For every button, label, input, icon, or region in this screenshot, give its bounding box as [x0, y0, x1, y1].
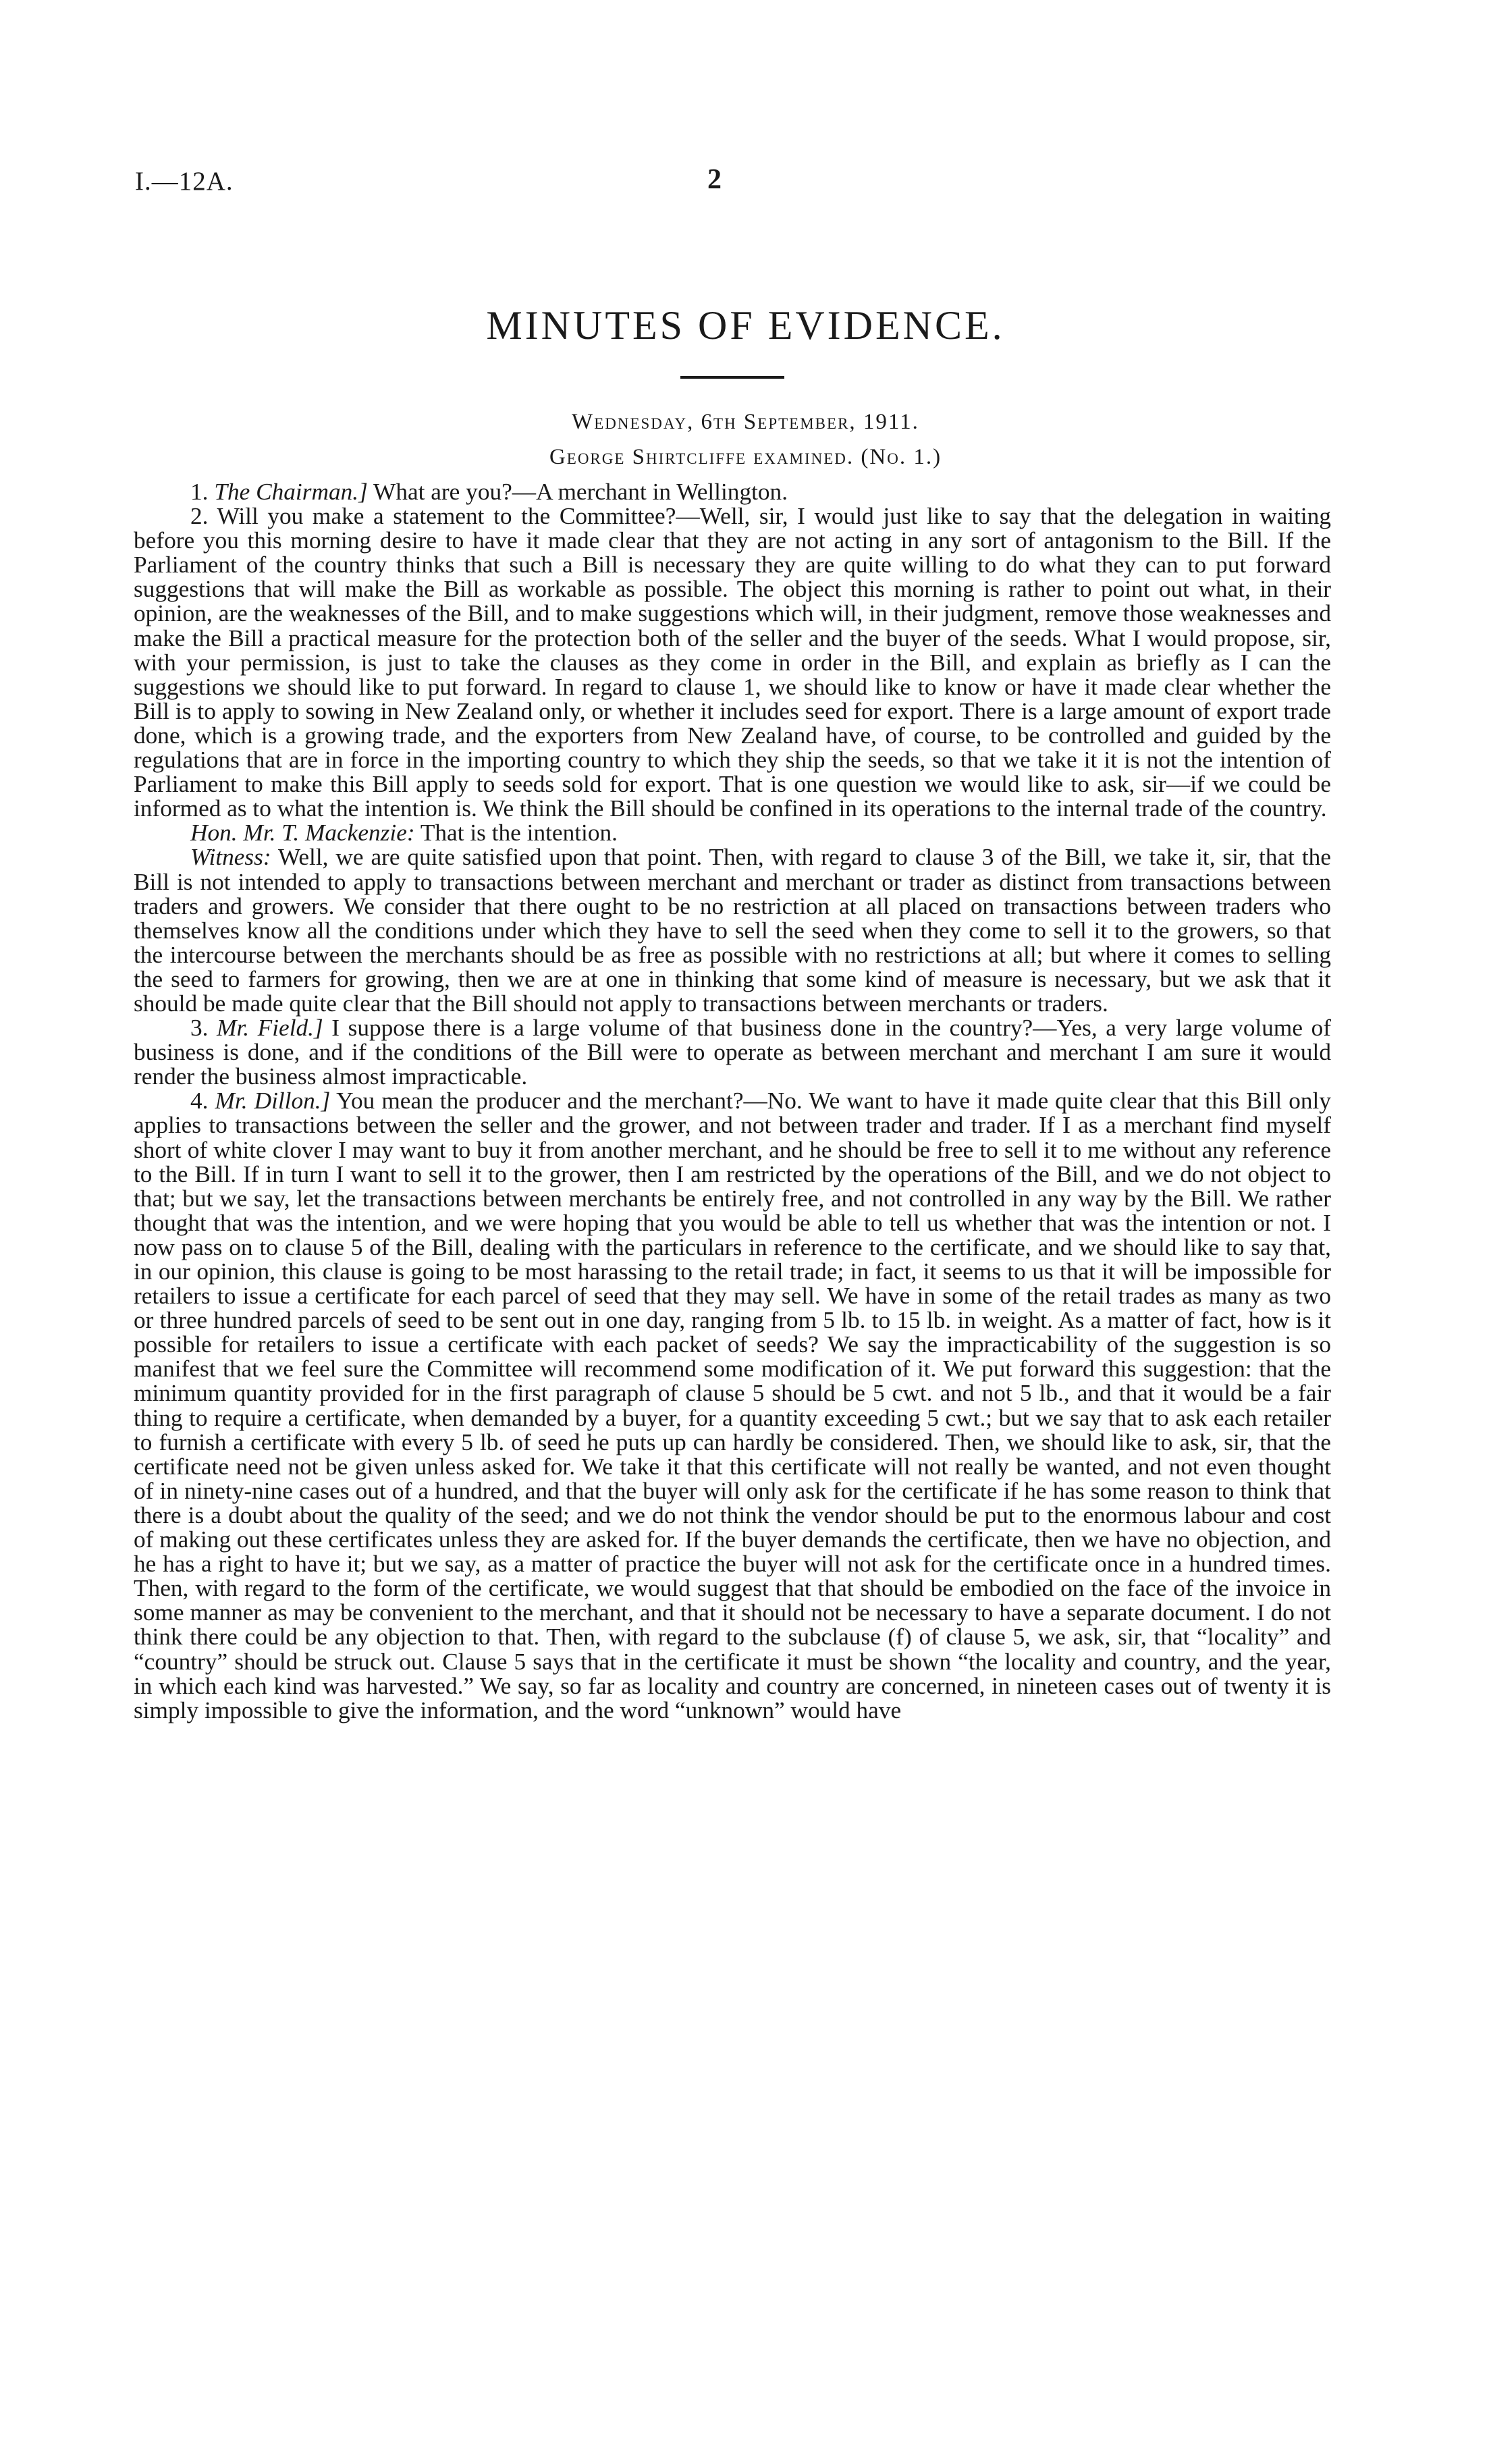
evidence-paragraph [134, 1089, 1331, 1722]
evidence-paragraph [134, 480, 1331, 504]
speaker-label: The Chairman.] [214, 479, 368, 505]
title-divider [680, 376, 784, 379]
witness-line: George Shirtcliffe examined. (No. 1.) [549, 445, 942, 469]
paragraph-text: Well, we are quite satisfied upon that point. Then, with regard to clause 3 of the Bill, we take it, sir, that the Bill is not intended to apply to transactions between merchant and merchant or trader as distinct from transactions between traders and growers. We consider that there ought to be no restriction at all placed on transactions between traders who themselves know all the conditions under which they have to sell the seed when they come to sell it to the growers, so that the intercourse between the merchants should be as free as possible with no restrictions at all; but where it comes to selling the seed to farmers for growing, then we are at one in thinking that some kind of measure is necessary, but we ask that it should be made quite clear that the Bill should not apply to transactions between merchants or traders. [134, 844, 1331, 1017]
speaker-label: Mr. Dillon.] [215, 1088, 331, 1115]
page-number: 2 [707, 164, 722, 195]
paragraph-text: Will you make a statement to the Committee?—Well, sir, I would just like to say that the delegation in waiting before you this morning desire to have it made clear that they are not acting in any sort of antagonism to the Bill. If the Parliament of the country thinks that such a Bill is necessary they are quite willing to do what they can to put forward suggestions that will make the Bill as workable as possible. The object this morning is rather to point out what, in their opinion, are the weaknesses of the Bill, and to make suggestions which will, in their judgment, remove those weaknesses and make the Bill a practical measure for the protection both of the seller and the buyer of the seeds. What I would propose, sir, with your permission, is just to take the clauses as they come in order in the Bill, and explain as briefly as I can the suggestions we should like to put forward. In regard to clause 1, we should like to know or have it made clear whether the Bill is to apply to sowing in New Zealand only, or whether it includes seed for export. There is a large amount of export trade done, which is a growing trade, and the exporters from New Zealand have, of course, to be controlled and guided by the regulations that are in force in the importing country to which they ship the seeds, so that we take it it is not the intention of Parliament to make this Bill apply to seeds sold for export. That is one question we would like to ask, sir—if we could be informed as to what the intention is. We think the Bill should be confined in its operations to the internal trade of the country. [134, 503, 1331, 822]
paragraph-number: 1. [190, 479, 209, 505]
paragraph-text: You mean the producer and the merchant?—No. We want to have it made quite clear that this Bill only applies to transactions between the seller and the grower, and not between trader and trader. If I as a merchant find myself short of white clover I may want to buy it from another merchant, and he should be free to sell it to me without any reference to the Bill. If in turn I want to sell it to the grower, then I am restricted by the operations of the Bill, and we do not object to that; but we say, let the transactions between merchants be entirely free, and not controlled in any way by the Bill. We rather thought that was the intention, and we were hoping that you would be able to tell us whether that was the intention or not. I now pass on to clause 5 of the Bill, dealing with the particulars in reference to the certificate, and we should like to say that, in our opinion, this clause is going to be most harassing to the retail trade; in fact, it seems to us that it will be impossible for retailers to issue a certificate for each parcel of seed that they may sell. We have in some of the retail trades as many as two or three hundred parcels of seed to be sent out in one day, ranging from 5 lb. to 15 lb. in weight. As a matter of fact, how is it possible for retailers to issue a certificate with each packet of seeds? We say the impracticability of the suggestion is so manifest that we feel sure the Committee will recommend some modification of it. We put forward this suggestion: that the minimum quantity provided for in the first paragraph of clause 5 should be 5 cwt. and not 5 lb., and that it would be a fair thing to require a certificate, when demanded by a buyer, for a quantity exceeding 5 cwt.; but we say that to ask each retailer to furnish a certificate with every 5 lb. of seed he puts up can hardly be considered. Then, we should like to ask, sir, that the certificate need not be given unless asked for. We take it that this certificate will not really be wanted, and not even thought of in ninety-nine cases out of a hundred, and that the buyer will only ask for the certificate if he has some reason to think that there is a doubt about the quality of the seed; and we do not think the vendor should be put to the enormous labour and cost of making out these certificates unless they are asked for. If the buyer demands the certificate, then we have no objection, and he has a right to have it; but we say, as a matter of practice the buyer will not ask for the certificate once in a hundred times. Then, with regard to the form of the certificate, we would suggest that that should be embodied on the face of the invoice in some manner as may be convenient to the merchant, and that it should not be necessary to have a separate document. I do not think there could be any objection to that. Then, with regard to the subclause (f) of clause 5, we ask, sir, that “locality” and “country” should be struck out. Clause 5 says that in the certificate it must be shown “the locality and country, and the year, in which each kind was harvested.” We say, so far as locality and country are concerned, in nineteen cases out of twenty it is simply impossible to give the information, and the word “unknown” would have [134, 1088, 1332, 1723]
evidence-body [134, 480, 1331, 1723]
paragraph-text: What are you?—A merchant in Wellington. [373, 479, 788, 505]
paragraph-text: That is the intention. [420, 820, 618, 847]
paper-reference [135, 166, 234, 196]
paragraph-number: 4. [190, 1088, 209, 1115]
evidence-paragraph [134, 504, 1331, 821]
speaker-label: Hon. Mr. T. Mackenzie: [190, 820, 415, 847]
speaker-label: Witness: [190, 844, 271, 871]
evidence-paragraph [134, 821, 1331, 845]
paragraph-text: I suppose there is a large volume of that business done in the country?—Yes, a very large volume of business is done, and if the conditions of the Bill were to operate as between merchant and merchant I am sure it would render the business almost impracticable. [134, 1015, 1332, 1090]
paper-reference-prefix: I.—12 [135, 167, 207, 196]
paragraph-number: 2. [190, 503, 209, 530]
speaker-label: Mr. Field.] [217, 1015, 323, 1042]
session-date: Wednesday, 6th September, 1911. [572, 410, 919, 434]
paper-reference-suffix: A. [206, 167, 234, 196]
evidence-paragraph [134, 1016, 1331, 1089]
evidence-paragraph [134, 845, 1331, 1016]
paragraph-number: 3. [190, 1015, 209, 1042]
page-title: MINUTES OF EVIDENCE. [486, 303, 1005, 348]
